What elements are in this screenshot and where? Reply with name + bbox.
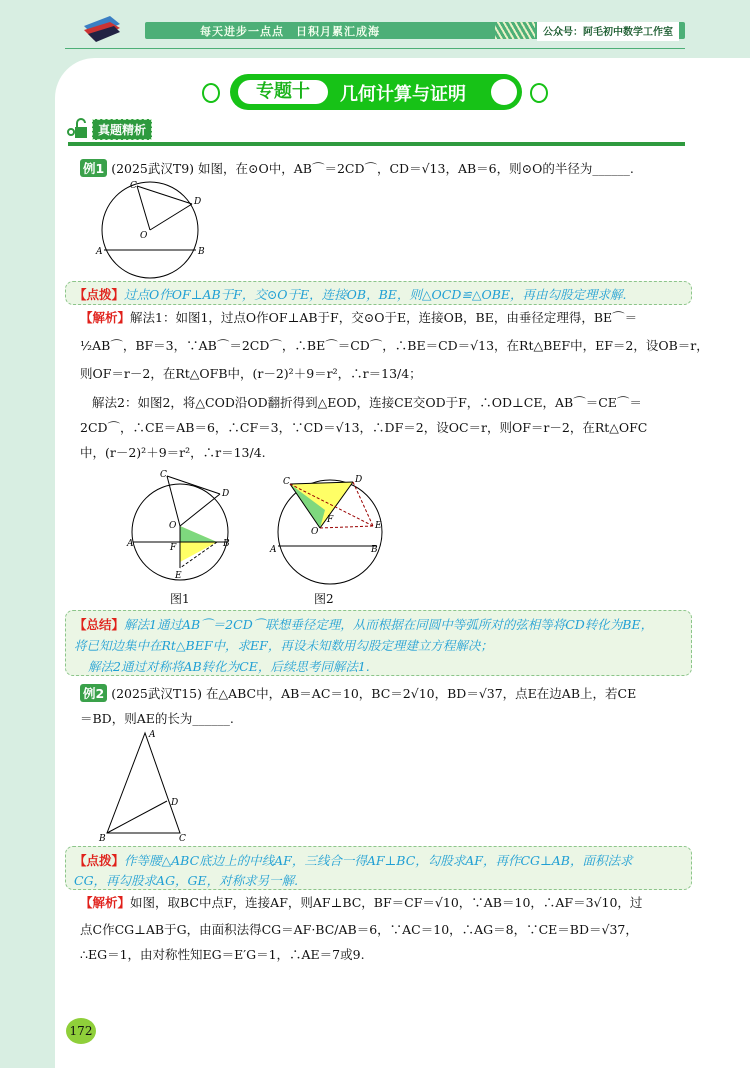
svg-text:O: O <box>140 231 148 241</box>
section-divider <box>68 142 685 146</box>
solution-line: 2CD⌒，∴CE＝AB＝6，∴CF＝3，∵CD＝√13，∴DF＝2，设OC＝r，则OF＝r－2，在Rt△OFC <box>80 420 648 435</box>
hint-box-2: 【点拨】作等腰△ABC底边上的中线AF，三线合一得AF⊥BC，勾股求AF，再作CG⊥AB，面积法求 CG，再勾股求AG，GE，对称求另一解. <box>65 846 692 890</box>
svg-text:C: C <box>283 477 290 487</box>
figures-1-2 <box>125 470 385 585</box>
ring-decoration <box>202 83 220 103</box>
solution-line: 【解析】如图，取BC中点F，连接AF，则AF⊥BC，BF＝CF＝√10，∵AB＝10，∴AF＝3√10，过 <box>80 895 643 910</box>
example-2-stem-cont: ＝BD，则AE的长为______. <box>80 711 234 726</box>
example-2-stem: 例2 (2025武汉T15) 在△ABC中，AB＝AC＝10，BC＝2√10，BD＝√37，点E在边AB上，若CE <box>80 684 636 702</box>
svg-text:D: D <box>355 475 363 485</box>
svg-text:O: O <box>311 527 319 537</box>
books-icon <box>80 12 124 42</box>
svg-text:D: D <box>171 798 179 808</box>
header-stripes <box>495 22 535 39</box>
header-divider <box>65 48 685 49</box>
example-1-stem: 例1 (2025武汉T9) 如图，在⊙O中，AB⌒＝2CD⌒，CD＝√13，AB＝6，则⊙O的半径为______. <box>80 159 634 177</box>
hint-box-1: 【点拨】过点O作OF⊥AB于F，交⊙O于E，连接OB，BE，则△OCD≌△OBE，再由勾股定理求解. <box>65 281 692 305</box>
svg-text:D: D <box>222 489 230 499</box>
solution-line: 则OF＝r－2，在Rt△OFB中，(r－2)²＋9＝r²，∴r＝13/4； <box>80 366 422 381</box>
figure-circle-1 <box>92 180 212 280</box>
svg-text:B: B <box>99 834 106 844</box>
svg-text:A: A <box>270 545 277 555</box>
solution-line: 解法2：如图2，将△COD沿OD翻折得到△EOD，连接CE交OD于F，∴OD⊥CE，AB⌒＝CE⌒＝ <box>92 395 642 410</box>
header-slogan: 每天进步一点点 日积月累汇成海 <box>200 25 380 38</box>
svg-text:B: B <box>198 247 205 257</box>
svg-text:A: A <box>149 730 156 740</box>
figure-2-caption: 图2 <box>314 592 334 606</box>
figure-triangle <box>95 725 195 845</box>
solution-line: 中，(r－2)²＋9＝r²，∴r＝13/4. <box>80 445 266 460</box>
title-dot <box>491 79 517 105</box>
example-badge: 例2 <box>80 684 107 702</box>
header-bar <box>145 22 685 39</box>
section-heading: 真题精析 <box>92 119 152 140</box>
topic-title <box>230 74 522 110</box>
svg-text:A: A <box>96 247 103 257</box>
svg-text:E: E <box>175 571 182 581</box>
example-badge: 例1 <box>80 159 107 177</box>
solution-line: 【解析】解法1：如图1，过点O作OF⊥AB于F，交⊙O于E，连接OB，BE，由垂径定理得，BE⌒＝ <box>80 310 638 325</box>
svg-text:F: F <box>170 543 177 553</box>
svg-text:E: E <box>375 521 382 531</box>
svg-text:B: B <box>371 545 378 555</box>
solution-line: ∴EG＝1，由对称性知EG＝E′G＝1，∴AE＝7或9. <box>80 947 365 962</box>
svg-text:C: C <box>179 834 186 844</box>
solution-line: 点C作CG⊥AB于G，由面积法得CG＝AF·BC/AB＝6，∵AC＝10，∴AG＝8，∵CE＝BD＝√37， <box>80 922 638 937</box>
svg-text:F: F <box>327 515 334 525</box>
svg-text:C: C <box>130 181 137 191</box>
svg-text:A: A <box>127 539 134 549</box>
topic-name: 几何计算与证明 <box>340 84 466 105</box>
svg-text:O: O <box>169 521 177 531</box>
figure-1-caption: 图1 <box>170 592 190 606</box>
solution-line: ½AB⌒，BF＝3，∵AB⌒＝2CD⌒，∴BE⌒＝CD⌒，∴BE＝CD＝√13，在Rt△BEF中，EF＝2，设OB＝r， <box>80 338 709 353</box>
ring-decoration <box>530 83 548 103</box>
svg-text:D: D <box>194 197 202 207</box>
topic-number: 专题十 <box>238 80 328 104</box>
lock-icon <box>66 118 90 140</box>
svg-text:B: B <box>223 539 230 549</box>
svg-text:C: C <box>160 470 167 480</box>
header-account: 公众号：阿毛初中数学工作室 <box>537 22 679 41</box>
summary-box: 【总结】解法1通过AB⌒＝2CD⌒联想垂径定理，从而根据在同圆中等弧所对的弦相等将CD转化为BE， 将已知边集中在Rt△BEF中，求EF，再设未知数用勾股定理建立方程解决； 解法2通过对称将AB转化为CE，后续思考同解法1. <box>65 610 692 676</box>
page-number: 172 <box>66 1018 96 1044</box>
